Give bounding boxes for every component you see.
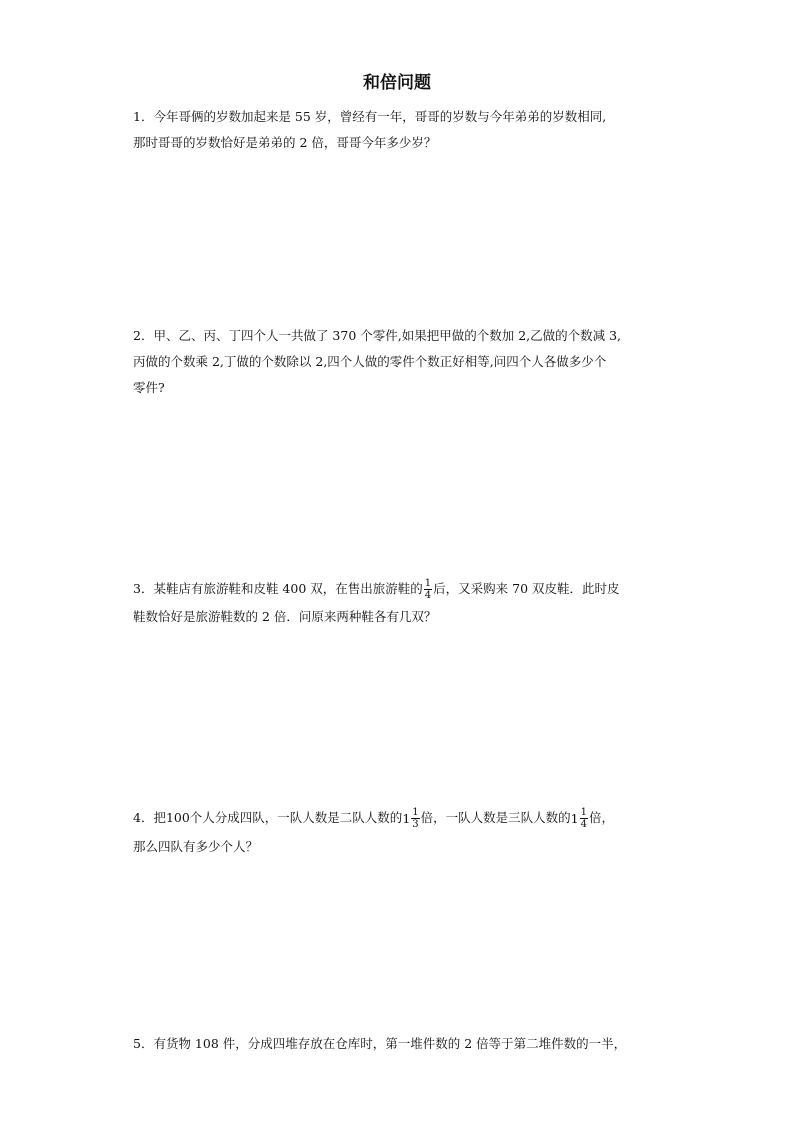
fraction-denominator: 3: [412, 819, 419, 830]
problem-5: [133, 1031, 673, 1057]
problem-2-line-3: 零件?: [133, 380, 165, 395]
problem-3-text-a: 3．某鞋店有旅游鞋和皮鞋 400 双，在售出旅游鞋的: [133, 581, 423, 596]
problem-4-text-c: 倍，: [588, 810, 614, 825]
problem-3-line-1: [133, 576, 673, 602]
fraction-numerator: 1: [424, 578, 432, 589]
fraction-one-quarter: [580, 807, 588, 830]
fraction-one-third: [411, 807, 419, 830]
problem-5-line-1: 5．有货物 108 件，分成四堆存放在仓库时，第一堆件数的 2 倍等于第二堆件数的一半，: [133, 1036, 627, 1051]
problem-4-text-b: 倍，一队人数是三队人数的: [420, 810, 571, 825]
fraction-numerator: 1: [412, 807, 419, 818]
mixed-number-whole: 1: [570, 810, 579, 826]
problem-4: [133, 805, 673, 860]
fraction-one-quarter: [424, 578, 432, 601]
problem-3: [133, 576, 673, 630]
fraction-denominator: 4: [580, 819, 587, 830]
problem-2: [133, 323, 673, 401]
page-title: 和倍问题: [363, 73, 431, 93]
fraction-numerator: 1: [580, 807, 587, 818]
problem-3-line-2: 鞋数恰好是旅游鞋数的 2 倍．问原来两种鞋各有几双？: [133, 609, 437, 624]
problem-2-line-2: 丙做的个数乘 2,丁做的个数除以 2,四个人做的零件个数正好相等,问四个人各做多少个: [133, 354, 607, 369]
problem-1: [133, 104, 673, 156]
problem-4-line-2: 那么四队有多少个人？: [133, 838, 259, 854]
problem-4-line-1: [133, 805, 673, 832]
problem-2-line-1: 2．甲、乙、丙、丁四个人一共做了 370 个零件,如果把甲做的个数加 2,乙做的个数减 3,: [133, 328, 622, 343]
fraction-denominator: 4: [424, 590, 432, 601]
mixed-number-whole: 1: [402, 810, 411, 826]
problem-3-text-b: 后，又采购来 70 双皮鞋．此时皮: [433, 581, 620, 596]
problem-1-line-2: 那时哥哥的岁数恰好是弟弟的 2 倍，哥哥今年多少岁？: [133, 135, 437, 150]
problem-1-line-1: 1．今年哥俩的岁数加起来是 55 岁，曾经有一年，哥哥的岁数与今年弟弟的岁数相同,: [133, 109, 607, 124]
problem-4-text-a: 4．把100个人分成四队，一队人数是二队人数的: [133, 810, 403, 825]
